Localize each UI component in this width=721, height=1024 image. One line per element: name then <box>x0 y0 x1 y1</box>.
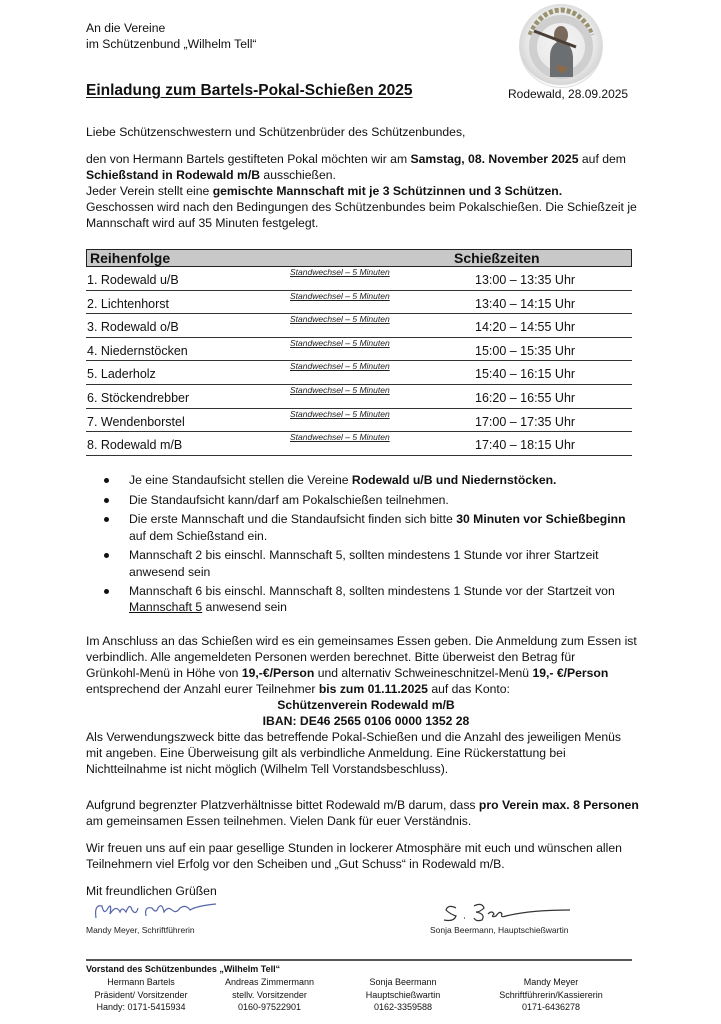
signature-sonja-beermann-icon <box>430 898 580 924</box>
member-role: Schriftführerin/Kassiererin <box>499 989 603 1000</box>
schedule-table <box>86 249 632 456</box>
meal-text: Grünkohl-Menü in Höhe von <box>86 666 242 680</box>
member-name: Mandy Meyer <box>523 977 579 987</box>
meal-paragraph <box>86 633 646 777</box>
signature-mandy-meyer-icon <box>86 898 226 924</box>
table-row <box>86 432 632 456</box>
range-change-note: Standwechsel – 5 Minuten <box>290 290 390 301</box>
meal-text: mit angeben. Eine Überweisung gilt als verbindliche Anmeldung. Eine Rückerstattung bei <box>86 746 566 760</box>
capacity-limit: pro Verein max. 8 Personen <box>478 798 639 812</box>
list-text: Die Standaufsicht kann/darf am Pokalschießen teilnehmen. <box>129 492 449 507</box>
list-text: auf dem Schießstand ein. <box>129 528 268 543</box>
range-change-note: Standwechsel – 5 Minuten <box>290 432 390 443</box>
meal-text: entsprechend der Anzahl eurer Teilnehmer <box>86 682 319 696</box>
event-date: Samstag, 08. November 2025 <box>410 152 579 166</box>
shooting-time: 14:20 – 14:55 Uhr <box>475 320 576 335</box>
team-name: 2. Lichtenhorst <box>87 296 169 311</box>
account-iban: IBAN: DE46 2565 0106 0000 1352 28 <box>262 714 470 728</box>
bullet-icon <box>104 517 109 522</box>
list-text-bold: 30 Minuten vor Schießbeginn <box>456 512 626 527</box>
member-name: Hermann Bartels <box>107 977 175 987</box>
closing-text: Wir freuen uns auf ein paar gesellige Stunden in lockerer Atmosphäre mit euch und wünschen allen <box>86 841 622 855</box>
intro-text: Geschossen wird nach den Bedingungen des Schützenbundes beim Pokalschießen. Die Schießzeit je <box>86 200 637 214</box>
range-change-note: Standwechsel – 5 Minuten <box>290 384 390 395</box>
team-name: 7. Wendenborstel <box>87 414 185 429</box>
board-member <box>212 976 327 1014</box>
intro-text: Mannschaft wird auf 35 Minuten festgelegt. <box>86 216 319 230</box>
payment-deadline: bis zum 01.11.2025 <box>318 682 428 696</box>
team-name: 5. Laderholz <box>87 367 156 382</box>
meal-text: Nichtteilnahme ist nicht möglich (Wilhelm Tell Vorstandsbeschluss). <box>86 762 449 776</box>
bullet-icon <box>104 589 109 594</box>
signature-block-right <box>430 898 580 935</box>
intro-paragraph <box>86 151 646 231</box>
table-row <box>86 314 632 338</box>
list-item <box>104 472 644 488</box>
shooting-time: 15:00 – 15:35 Uhr <box>475 343 576 358</box>
bullet-icon <box>104 553 109 558</box>
address-line: An die Vereine <box>86 21 166 35</box>
capacity-text: am gemeinsamen Essen teilnehmen. Vielen Dank für euer Verständnis. <box>86 814 472 828</box>
column-header-times: Schießzeiten <box>454 250 540 266</box>
list-text-underlined: Mannschaft 5 <box>129 600 203 615</box>
member-role: Präsident/ Vorsitzender <box>94 989 188 1000</box>
intro-text: auf dem <box>578 152 626 166</box>
list-text: anwesend sein <box>129 564 211 579</box>
range-change-note: Standwechsel – 5 Minuten <box>290 337 390 348</box>
shooting-time: 13:00 – 13:35 Uhr <box>475 273 576 287</box>
table-row <box>86 385 632 409</box>
intro-text: Jeder Verein stellt eine <box>86 184 213 198</box>
team-name: 4. Niedernstöcken <box>87 343 188 358</box>
list-text: Je eine Standaufsicht stellen die Vereine <box>129 473 352 487</box>
meal-text: auf das Konto: <box>427 682 510 696</box>
member-phone: 0160-97522901 <box>237 1002 302 1012</box>
column-header-order: Reihenfolge <box>90 250 171 266</box>
shooting-time: 16:20 – 16:55 Uhr <box>475 390 576 405</box>
table-row <box>86 361 632 385</box>
closing-paragraph <box>86 840 646 872</box>
team-name: 8. Rodewald m/B <box>87 438 183 453</box>
range-change-note: Standwechsel – 5 Minuten <box>290 408 390 419</box>
footer-divider <box>86 959 632 961</box>
meal-price: 19,-€/Person <box>241 666 315 680</box>
footer-title: Vorstand des Schützenbundes „Wilhelm Tell“ <box>86 964 281 974</box>
list-item <box>104 583 644 615</box>
shooting-time: 17:00 – 17:35 Uhr <box>475 414 576 429</box>
board-member <box>86 976 196 1014</box>
place-date: Rodewald, 28.09.2025 <box>508 87 629 101</box>
shooting-time: 17:40 – 18:15 Uhr <box>475 438 576 453</box>
member-role: stellv. Vorsitzender <box>232 989 307 1000</box>
address-line: im Schützenbund „Wilhelm Tell“ <box>86 37 257 51</box>
meal-price: 19,- €/Person <box>532 666 609 680</box>
closing-regards: Mit freundlichen Grüßen <box>86 884 217 898</box>
table-row <box>86 291 632 315</box>
meal-text: und alternativ Schweineschnitzel-Menü <box>314 666 533 680</box>
signature-block-left <box>86 898 226 935</box>
member-name: Sonja Beermann <box>369 977 437 987</box>
page-title: Einladung zum Bartels-Pokal-Schießen 2025 <box>86 82 413 99</box>
meal-text: Im Anschluss an das Schießen wird es ein gemeinsames Essen geben. Die Anmeldung zum Essen ist <box>86 634 637 648</box>
list-text: Mannschaft 2 bis einschl. Mannschaft 5, sollten mindestens 1 Stunde vor ihrer Startzeit <box>129 548 599 563</box>
recipient-address <box>86 20 256 52</box>
club-emblem-icon <box>519 4 603 88</box>
table-row <box>86 338 632 362</box>
shooting-time: 13:40 – 14:15 Uhr <box>475 296 576 311</box>
greeting: Liebe Schützenschwestern und Schützenbrüder des Schützenbundes, <box>86 125 466 139</box>
event-location: Schießstand in Rodewald m/B <box>86 168 261 182</box>
member-phone: Handy: 0171-5415934 <box>96 1002 186 1012</box>
member-name: Andreas Zimmermann <box>224 977 315 987</box>
account-name: Schützenverein Rodewald m/B <box>277 698 455 712</box>
team-name: 3. Rodewald o/B <box>87 320 179 335</box>
bullet-icon <box>104 498 109 503</box>
list-text: anwesend sein <box>202 600 287 615</box>
member-role: Hauptschießwartin <box>365 989 441 1000</box>
list-item <box>104 511 644 543</box>
signature-caption: Mandy Meyer, Schriftführerin <box>86 925 195 935</box>
schedule-header <box>86 249 632 267</box>
list-text: Die erste Mannschaft und die Standaufsicht finden sich bitte <box>129 512 457 527</box>
list-item <box>104 492 644 508</box>
closing-text: Teilnehmern viel Erfolg vor den Scheiben und „Gut Schuss“ in Rodewald m/B. <box>86 857 505 871</box>
range-change-note: Standwechsel – 5 Minuten <box>290 361 390 372</box>
team-name: 6. Stöckendrebber <box>87 390 190 405</box>
board-member <box>486 976 616 1014</box>
capacity-paragraph <box>86 797 646 829</box>
table-row <box>86 267 632 291</box>
bullet-icon <box>104 478 109 483</box>
team-composition: gemischte Mannschaft mit je 3 Schützinnen und 3 Schützen. <box>212 184 563 198</box>
range-change-note: Standwechsel – 5 Minuten <box>290 314 390 325</box>
meal-text: Als Verwendungszweck bitte das betreffende Pokal-Schießen und die Anzahl des jeweiligen Menüs <box>86 730 621 744</box>
list-item <box>104 547 644 579</box>
range-change-note: Standwechsel – 5 Minuten <box>290 267 390 277</box>
team-name: 1. Rodewald u/B <box>87 273 179 287</box>
board-member <box>348 976 458 1014</box>
list-text: Mannschaft 6 bis einschl. Mannschaft 8, sollten mindestens 1 Stunde vor der Startzeit von <box>129 584 615 599</box>
intro-text: den von Hermann Bartels gestifteten Pokal möchten wir am <box>86 152 411 166</box>
capacity-text: Aufgrund begrenzter Platzverhältnisse bittet Rodewald m/B darum, dass <box>86 798 479 812</box>
signature-caption: Sonja Beermann, Hauptschießwartin <box>430 925 569 935</box>
meal-text: verbindlich. Alle angemeldeten Personen werden berechnet. Bitte überweist den Betrag für <box>86 650 576 664</box>
shooting-time: 15:40 – 16:15 Uhr <box>475 367 576 382</box>
intro-text: ausschießen. <box>260 168 336 182</box>
member-phone: 0162-3359588 <box>373 1002 433 1012</box>
list-text-bold: Rodewald u/B und Niedernstöcken. <box>351 473 557 487</box>
rules-list <box>104 472 644 619</box>
table-row <box>86 409 632 433</box>
member-phone: 0171-6436278 <box>521 1002 581 1012</box>
